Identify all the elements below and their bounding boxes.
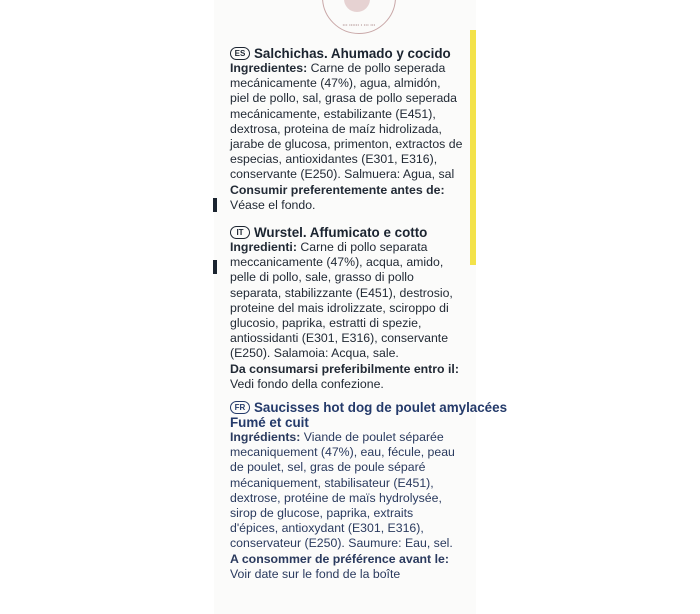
text-segment: conservateur (E250). Saumure: Eau, sel. xyxy=(230,536,453,551)
text-segment: mecánicamente (47%), agua, almidón, xyxy=(230,76,441,91)
text-segment: dextrosa, proteina de maíz hidrolizada, xyxy=(230,121,442,136)
ingredients-text xyxy=(230,61,480,213)
text-line xyxy=(230,445,480,460)
stamp-text: ••• •••••• • ••• ••• xyxy=(342,22,376,27)
text-line xyxy=(230,377,480,392)
text-segment: jarabe de glucosa, primenton, extractos de xyxy=(230,137,463,152)
text-segment: Carne di pollo separata xyxy=(296,240,428,254)
text-segment: separata, stabilizzante (E451), destrosio, xyxy=(230,285,453,300)
text-line xyxy=(230,198,480,213)
section-it xyxy=(230,225,480,392)
section-heading xyxy=(230,400,508,415)
text-segment: dextrose, protéine de maïs hydrolysée, xyxy=(230,490,442,505)
section-es xyxy=(230,46,480,213)
text-segment: especias, antioxidantes (E301, E316), xyxy=(230,152,438,167)
text-line xyxy=(230,240,480,255)
bold-label: Ingredienti: xyxy=(230,240,297,254)
product-title: Salchichas. Ahumado y cocido xyxy=(254,46,451,61)
text-segment: mécaniquement, stabilisateur (E451), xyxy=(230,475,434,490)
text-segment: d'épices, antioxydant (E301, E316), xyxy=(230,521,424,536)
text-line xyxy=(230,506,480,521)
section-fr xyxy=(230,400,508,582)
text-segment: meccanicamente (47%), acqua, amido, xyxy=(230,255,444,270)
text-segment: mecánicamente, estabilizante (E451), xyxy=(230,106,436,121)
text-line xyxy=(230,331,480,346)
bold-label: Ingrédients: xyxy=(230,430,301,444)
text-line xyxy=(230,76,480,91)
text-line xyxy=(230,521,480,536)
ingredients-text xyxy=(230,240,480,392)
language-code-badge: FR xyxy=(230,401,250,414)
language-code-badge: ES xyxy=(230,47,250,60)
text-line xyxy=(230,567,480,582)
section-heading xyxy=(230,225,480,240)
text-line xyxy=(230,316,480,331)
text-line xyxy=(230,346,480,361)
text-line xyxy=(230,286,480,301)
text-segment: mecaniquement (47%), eau, fécule, peau xyxy=(230,445,455,460)
section-heading xyxy=(230,46,480,61)
text-segment: antiossidanti (E301, E316), conservante xyxy=(230,331,449,346)
text-line xyxy=(230,552,480,567)
text-line xyxy=(230,460,480,475)
stamp-logo xyxy=(318,0,400,36)
text-segment: (E250). Salamoia: Acqua, sale. xyxy=(230,346,399,361)
bold-label: Ingredientes: xyxy=(230,61,308,75)
text-line xyxy=(230,122,480,137)
text-line xyxy=(230,270,480,285)
product-title: Wurstel. Affumicato e cotto xyxy=(254,225,428,240)
text-line xyxy=(230,61,480,76)
edge-mark xyxy=(213,260,217,274)
text-segment: Voir date sur le fond de la boîte xyxy=(230,566,401,581)
text-segment: sirop de glucose, paprika, extraits xyxy=(230,506,414,521)
text-line xyxy=(230,137,480,152)
bold-label: Consumir preferentemente antes de: xyxy=(230,182,445,197)
text-line xyxy=(230,91,480,106)
text-line xyxy=(230,255,480,270)
text-line xyxy=(230,183,480,198)
text-segment: proteine del mais idrolizzate, sciroppo di xyxy=(230,300,449,315)
text-line xyxy=(230,167,480,182)
text-line xyxy=(230,430,480,445)
product-subtitle: Fumé et cuit xyxy=(230,415,309,430)
text-line xyxy=(230,476,480,491)
bold-label: Da consumarsi preferibilmente entro il: xyxy=(230,361,459,376)
text-line xyxy=(230,152,480,167)
text-segment: glucosio, paprika, estratti di spezie, xyxy=(230,316,422,331)
text-segment: pelle di pollo, sale, grasso di pollo xyxy=(230,270,414,285)
text-segment: Viande de poulet séparée xyxy=(300,430,444,444)
text-segment: Vedi fondo della confezione. xyxy=(230,376,384,391)
edge-mark xyxy=(213,198,217,212)
text-segment: Véase el fondo. xyxy=(230,197,316,212)
text-segment: de poulet, sel, gras de poule séparé xyxy=(230,460,426,475)
text-line xyxy=(230,491,480,506)
product-title: Saucisses hot dog de poulet amylacées xyxy=(254,400,508,415)
text-segment: conservante (E250). Salmuera: Agua, sal xyxy=(230,167,455,182)
text-line xyxy=(230,536,480,551)
bold-label: A consommer de préférence avant le: xyxy=(230,551,449,566)
language-code-badge: IT xyxy=(230,226,250,239)
text-segment: Carne de pollo seperada xyxy=(307,61,446,75)
text-line xyxy=(230,301,480,316)
text-segment: piel de pollo, sal, grasa de pollo seperada xyxy=(230,91,457,106)
text-line xyxy=(230,107,480,122)
text-line xyxy=(230,362,480,377)
ingredients-text xyxy=(230,430,480,582)
